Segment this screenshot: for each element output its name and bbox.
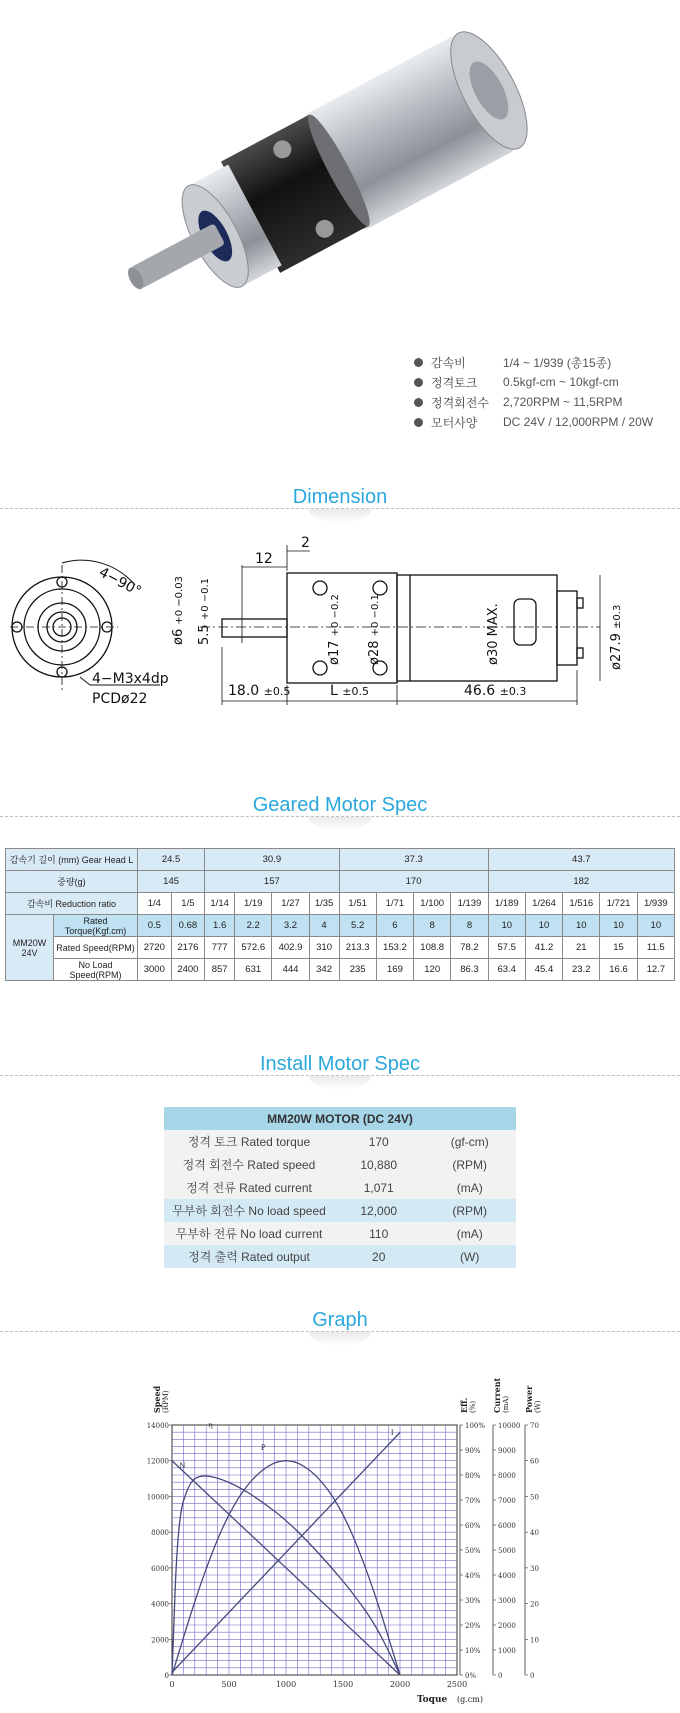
install-spec-header: MM20W MOTOR (DC 24V)	[164, 1107, 516, 1130]
table-header-row	[164, 1107, 516, 1130]
svg-text:ø6 +0 −0.03	[171, 576, 186, 645]
feature-item: 감속비 1/4 ~ 1/939 (총15종)	[414, 352, 653, 372]
spec-label: 정격 출력 Rated output	[164, 1245, 334, 1268]
y-tick-label: 9000	[498, 1447, 516, 1455]
dim-30: ø30 MAX.	[486, 603, 501, 665]
noload-cell: 16.6	[600, 959, 637, 981]
spec-unit: (mA)	[423, 1176, 516, 1199]
torque-cell: 4	[309, 915, 339, 937]
noload-cell: 63.4	[488, 959, 525, 981]
geared-spec-table	[5, 848, 675, 981]
section-arc	[309, 1076, 371, 1090]
screw-label: 4−M3x4dp	[92, 671, 169, 687]
y-tick-label: 20	[530, 1600, 539, 1609]
y-axis-label: Current	[492, 1377, 502, 1413]
noload-cell: 12.7	[637, 959, 674, 981]
torque-cell: 8	[414, 915, 451, 937]
motor-label: MM20W 24V	[6, 915, 54, 981]
speed-cell: 153.2	[376, 937, 413, 959]
y-axis-label: Power	[524, 1385, 534, 1413]
torque-cell: 10	[600, 915, 637, 937]
table-row	[164, 1245, 516, 1268]
dim-l: L	[330, 683, 338, 699]
noload-cell: 444	[272, 959, 309, 981]
ratio-cell: 1/4	[138, 893, 172, 915]
y-tick-label: 10	[530, 1636, 539, 1645]
speed-label: Rated Speed(RPM)	[54, 937, 138, 959]
section-title-text: Dimension	[285, 486, 395, 508]
dim-46: 46.6	[464, 683, 496, 699]
spec-label: 정격 회전수 Rated speed	[164, 1153, 334, 1176]
speed-cell: 78.2	[451, 937, 488, 959]
speed-cell: 310	[309, 937, 339, 959]
feature-item: 정격토크 0.5kgf-cm ~ 10kgf-cm	[414, 372, 653, 392]
y-tick-label: 0	[498, 1672, 503, 1680]
dim-28-tol: +0 −0.1	[370, 594, 381, 637]
series-label: η	[208, 1421, 213, 1430]
section-title-text: Graph	[304, 1309, 376, 1331]
ratio-cell: 1/19	[235, 893, 272, 915]
y-tick-label: 80%	[465, 1472, 481, 1480]
noload-cell: 2400	[171, 959, 205, 981]
spec-unit: (mA)	[423, 1222, 516, 1245]
dim-flat: 5.5	[197, 624, 212, 645]
section-install-heading	[0, 1049, 680, 1089]
speed-cell: 2720	[138, 937, 172, 959]
x-tick-label: 0	[169, 1680, 175, 1689]
torque-cell: 5.2	[339, 915, 376, 937]
gear-length-cell: 43.7	[488, 849, 674, 871]
y-tick-label: 8000	[498, 1472, 516, 1480]
torque-cell: 10	[525, 915, 562, 937]
gear-length-label: 감속기 길이 (mm) Gear Head L	[6, 849, 138, 871]
gear-length-cell: 30.9	[205, 849, 339, 871]
y-axis-label: Speed	[152, 1385, 162, 1413]
weight-cell: 157	[205, 871, 339, 893]
section-arc	[309, 509, 371, 523]
speed-cell: 2176	[171, 937, 205, 959]
section-graph-heading	[0, 1305, 680, 1345]
dim-46-tol: ±0.3	[499, 685, 527, 698]
y-axis-unit: (RPM)	[162, 1390, 170, 1413]
ratio-cell: 1/139	[451, 893, 488, 915]
speed-cell: 213.3	[339, 937, 376, 959]
speed-cell: 402.9	[272, 937, 309, 959]
ratio-cell: 1/939	[637, 893, 674, 915]
y-tick-label: 50	[530, 1493, 539, 1502]
noload-cell: 342	[309, 959, 339, 981]
spec-label: 무부하 전류 No load current	[164, 1222, 334, 1245]
speed-cell: 21	[563, 937, 600, 959]
y-tick-label: 10000	[146, 1493, 169, 1502]
svg-text:ø17 +0 −0.2	[327, 594, 342, 665]
spec-value: 10,880	[334, 1153, 423, 1176]
plot-area	[172, 1425, 457, 1675]
y-tick-label: 6000	[151, 1564, 169, 1573]
spec-unit: (RPM)	[423, 1153, 516, 1176]
pcd-label: PCDø22	[92, 691, 148, 707]
table-row	[164, 1199, 516, 1222]
y-tick-label: 0%	[465, 1672, 477, 1680]
noload-cell: 45.4	[525, 959, 562, 981]
x-axis-label: Toque	[417, 1695, 448, 1705]
section-title	[0, 794, 680, 817]
spec-value: 110	[334, 1222, 423, 1245]
svg-text:46.6 ±0.3	[464, 683, 526, 699]
bullet-icon	[414, 398, 423, 407]
noload-label: No Load Speed(RPM)	[54, 959, 138, 981]
speed-cell: 777	[205, 937, 235, 959]
torque-cell: 10	[637, 915, 674, 937]
svg-text:ø28 +0 −0.1	[367, 594, 382, 665]
torque-cell: 3.2	[272, 915, 309, 937]
ratio-cell: 1/14	[205, 893, 235, 915]
y-tick-label: 5000	[498, 1547, 516, 1555]
dim-12: 12	[255, 551, 273, 567]
table-row	[6, 893, 675, 915]
noload-cell: 23.2	[563, 959, 600, 981]
ratio-cell: 1/264	[525, 893, 562, 915]
y-tick-label: 4000	[498, 1572, 516, 1580]
speed-cell: 15	[600, 937, 637, 959]
x-tick-label: 2500	[446, 1680, 468, 1689]
svg-text:5.5 +0 −0.1	[197, 578, 212, 645]
y-tick-label: 10%	[465, 1647, 481, 1655]
dim-17: ø17	[327, 640, 342, 665]
feature-item: 정격회전수 2,720RPM ~ 11,5RPM	[414, 392, 653, 412]
ratio-cell: 1/5	[171, 893, 205, 915]
noload-cell: 169	[376, 959, 413, 981]
noload-cell: 857	[205, 959, 235, 981]
torque-cell: 0.68	[171, 915, 205, 937]
series-label: I	[390, 1429, 394, 1437]
dim-28: ø28	[367, 640, 382, 665]
section-title	[0, 486, 680, 509]
y-tick-label: 30%	[465, 1597, 481, 1605]
ratio-cell: 1/516	[563, 893, 600, 915]
section-title-text: Install Motor Spec	[252, 1053, 428, 1075]
noload-cell: 631	[235, 959, 272, 981]
weight-cell: 170	[339, 871, 488, 893]
speed-cell: 572.6	[235, 937, 272, 959]
table-row	[6, 849, 675, 871]
bullet-icon	[414, 418, 423, 427]
table-row	[164, 1130, 516, 1153]
side-view	[171, 535, 624, 705]
motor-photo	[0, 0, 680, 345]
section-title	[0, 1309, 680, 1332]
dim-shaft: ø6	[171, 628, 186, 645]
spec-value: 1,071	[334, 1176, 423, 1199]
torque-cell: 2.2	[235, 915, 272, 937]
noload-cell: 86.3	[451, 959, 488, 981]
table-row	[6, 915, 675, 937]
section-dimension-heading	[0, 482, 680, 522]
y-tick-label: 70	[530, 1422, 539, 1430]
series-label: N	[179, 1461, 186, 1470]
ratio-label: 감속비 Reduction ratio	[6, 893, 138, 915]
weight-label: 중량(g)	[6, 871, 138, 893]
y-tick-label: 0	[530, 1672, 535, 1680]
y-tick-label: 7000	[498, 1497, 516, 1505]
torque-cell: 10	[488, 915, 525, 937]
ratio-cell: 1/71	[376, 893, 413, 915]
gear-length-cell: 37.3	[339, 849, 488, 871]
bullet-icon	[414, 378, 423, 387]
dim-18: 18.0	[228, 683, 260, 699]
product-photo-area	[0, 0, 680, 345]
angle-label: 4−90°	[96, 564, 144, 600]
y-tick-label: 0	[164, 1672, 169, 1680]
section-title-text: Geared Motor Spec	[245, 794, 436, 816]
bullet-icon	[414, 358, 423, 367]
y-tick-label: 100%	[465, 1422, 486, 1430]
y-tick-label: 12000	[146, 1457, 169, 1466]
dim-2: 2	[301, 535, 310, 551]
ratio-cell: 1/100	[414, 893, 451, 915]
x-tick-label: 1500	[332, 1680, 354, 1689]
torque-cell: 6	[376, 915, 413, 937]
y-tick-label: 50%	[465, 1547, 481, 1555]
table-row	[6, 937, 675, 959]
table-row	[6, 959, 675, 981]
dim-279-tol: ±0.3	[612, 604, 623, 629]
gear-length-cell: 24.5	[138, 849, 205, 871]
y-tick-label: 20%	[465, 1622, 481, 1630]
y-tick-label: 40%	[465, 1572, 481, 1580]
feature-list	[414, 352, 653, 432]
dim-18-tol: ±0.5	[263, 685, 291, 698]
svg-text:ø27.9 ±0.3	[609, 605, 624, 670]
noload-cell: 120	[414, 959, 451, 981]
spec-label: 정격 토크 Rated torque	[164, 1130, 334, 1153]
performance-chart	[0, 1365, 680, 1708]
dimension-drawing	[0, 525, 680, 730]
y-tick-label: 2000	[498, 1622, 516, 1630]
spec-unit: (RPM)	[423, 1199, 516, 1222]
weight-cell: 182	[488, 871, 674, 893]
weight-cell: 145	[138, 871, 205, 893]
dim-shaft-tol: +0 −0.03	[174, 576, 185, 625]
performance-chart-svg	[0, 1365, 680, 1708]
y-tick-label: 8000	[151, 1529, 169, 1538]
y-tick-label: 1000	[498, 1647, 516, 1655]
torque-cell: 10	[563, 915, 600, 937]
table-row	[164, 1222, 516, 1245]
y-tick-label: 60	[530, 1457, 539, 1466]
noload-cell: 3000	[138, 959, 172, 981]
y-axis-label: Eff.	[459, 1397, 469, 1413]
table-row	[164, 1176, 516, 1199]
speed-cell: 11.5	[637, 937, 674, 959]
y-tick-label: 40	[530, 1529, 539, 1538]
section-geared-heading	[0, 790, 680, 830]
section-title	[0, 1053, 680, 1076]
spec-label: 정격 전류 Rated current	[164, 1176, 334, 1199]
x-tick-label: 500	[221, 1680, 237, 1689]
spec-value: 12,000	[334, 1199, 423, 1222]
dim-279: ø27.9	[609, 633, 624, 670]
ratio-cell: 1/27	[272, 893, 309, 915]
ratio-cell: 1/51	[339, 893, 376, 915]
x-tick-label: 1000	[275, 1680, 297, 1689]
y-tick-label: 70%	[465, 1497, 481, 1505]
torque-label: Rated Torque(Kgf.cm)	[54, 915, 138, 937]
dim-l-tol: ±0.5	[342, 685, 369, 698]
ratio-cell: 1/189	[488, 893, 525, 915]
install-spec-table	[164, 1107, 516, 1268]
speed-cell: 57.5	[488, 937, 525, 959]
y-axis-unit: (%)	[469, 1400, 477, 1413]
spec-label: 무부하 회전수 No load speed	[164, 1199, 334, 1222]
table-row	[164, 1153, 516, 1176]
series-label: P	[260, 1444, 266, 1452]
y-axis-unit: (mA)	[502, 1395, 510, 1413]
y-tick-label: 4000	[151, 1600, 169, 1609]
spec-value: 170	[334, 1130, 423, 1153]
feature-item: 모터사양 DC 24V / 12,000RPM / 20W	[414, 412, 653, 432]
y-tick-label: 6000	[498, 1522, 516, 1530]
front-view	[10, 560, 169, 707]
torque-cell: 1.6	[205, 915, 235, 937]
x-axis-unit: (g.cm)	[457, 1695, 483, 1704]
ratio-cell: 1/721	[600, 893, 637, 915]
dim-flat-tol: +0 −0.1	[200, 577, 211, 621]
dim-17-tol: +0 −0.2	[330, 594, 341, 637]
y-tick-label: 14000	[146, 1422, 169, 1430]
table-row	[6, 871, 675, 893]
spec-unit: (gf-cm)	[423, 1130, 516, 1153]
noload-cell: 235	[339, 959, 376, 981]
svg-text:L ±0.5	[330, 683, 369, 699]
speed-cell: 108.8	[414, 937, 451, 959]
y-tick-label: 90%	[465, 1447, 481, 1455]
y-tick-label: 10000	[498, 1422, 521, 1430]
y-tick-label: 2000	[151, 1636, 169, 1645]
torque-cell: 0.5	[138, 915, 172, 937]
section-arc	[309, 817, 371, 831]
svg-text:18.0 ±0.5	[228, 683, 290, 699]
x-tick-label: 2000	[389, 1680, 411, 1689]
ratio-cell: 1/35	[309, 893, 339, 915]
speed-cell: 41.2	[525, 937, 562, 959]
y-tick-label: 60%	[465, 1522, 481, 1530]
torque-cell: 8	[451, 915, 488, 937]
y-tick-label: 3000	[498, 1597, 516, 1605]
spec-value: 20	[334, 1245, 423, 1268]
section-arc	[309, 1332, 371, 1346]
y-axis-unit: (W)	[534, 1400, 542, 1413]
y-tick-label: 30	[530, 1564, 539, 1573]
spec-unit: (W)	[423, 1245, 516, 1268]
